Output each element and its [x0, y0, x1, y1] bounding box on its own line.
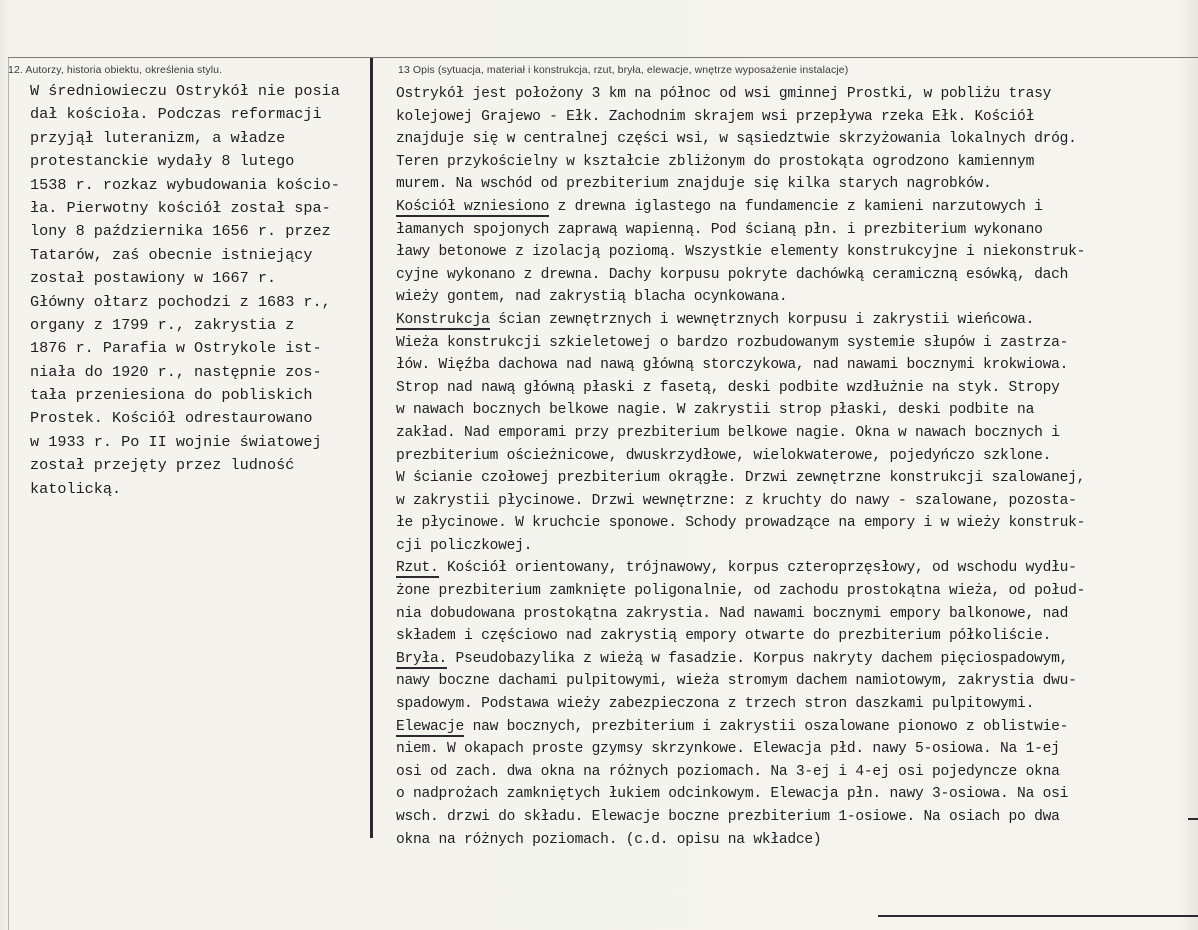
description-line: [396, 445, 1196, 468]
line-text: nawy boczne dachami pulpitowymi, wieża stromym dachem namiotowym, zakrystia dwu-: [396, 673, 1077, 690]
line-text: Wieża konstrukcji szkieletowej o bardzo rozbudowanym systemie słupów i zastrza-: [396, 334, 1069, 351]
line-text: łe płycinowe. W kruchcie sponowe. Schody prowadzące na empory i w wieży konstruk-: [396, 515, 1086, 532]
history-line: 1538 r. rozkaz wybudowania kościo-: [30, 175, 340, 194]
history-line: Tatarów, zaś obecnie istniejący: [30, 245, 313, 264]
description-line: [396, 173, 1196, 196]
description-line: [396, 738, 1196, 761]
history-line: niała do 1920 r., następnie zos-: [30, 362, 322, 381]
section-12-header: 12. Autorzy, historia obiektu, określenia stylu.: [8, 64, 223, 76]
history-line: organy z 1799 r., zakrystia z: [30, 315, 295, 334]
history-line: katolicką.: [30, 479, 122, 498]
description-line: [396, 83, 1196, 106]
description-line: [396, 264, 1196, 287]
line-text: Kościół orientowany, trójnawowy, korpus czteroprzęsłowy, od wschodu wydłu-: [438, 560, 1077, 577]
description-line: [396, 128, 1196, 151]
description-line: [396, 286, 1196, 309]
line-text: łamanych spojonych zaprawą wapienną. Pod ścianą płn. i prezbiterium wykonano: [396, 221, 1043, 238]
description-line: [396, 829, 1196, 852]
line-text: nia dobudowana prostokątna zakrystia. Nad nawami bocznymi empory balkonowe, nad: [396, 605, 1069, 622]
line-text: w nawach bocznych belkowe nagie. W zakrystii strop płaski, deski podbite na: [396, 402, 1035, 419]
line-text: okna na różnych poziomach. (c.d. opisu na wkładce): [396, 831, 822, 848]
description-line: [396, 603, 1196, 626]
description-line: [396, 467, 1196, 490]
description-line: [396, 196, 1196, 219]
description-line: [396, 377, 1196, 400]
description-line: [396, 670, 1196, 693]
description-line: [396, 716, 1196, 739]
line-text: o nadprożach zamkniętych łukiem odcinkowym. Elewacja płn. nawy 3-osiowa. Na osi: [396, 786, 1069, 803]
line-text: Pseudobazylika z wieżą w fasadzie. Korpus nakryty dachem pięciospadowym,: [447, 650, 1069, 667]
description-line: [396, 535, 1196, 558]
section-lead: Elewacje: [396, 718, 465, 735]
line-text: ławy betonowe z izolacją poziomą. Wszystkie elementy konstrukcyjne i niekonstruk-: [396, 244, 1086, 261]
section-lead: Kościół wzniesiono: [396, 198, 550, 215]
line-text: kolejowej Grajewo - Ełk. Zachodnim skrajem wsi przepływa rzeka Ełk. Kościół: [396, 108, 1035, 125]
line-text: prezbiterium ościeżnicowe, dwuskrzydłowe, wielokwaterowe, pojedyńczo szklone.: [396, 447, 1052, 464]
line-text: żone prezbiterium zamknięte poligonalnie, od zachodu prostokątna wieża, od połud-: [396, 583, 1086, 600]
history-line: został postawiony w 1667 r.: [30, 269, 277, 288]
history-line: 1876 r. Parafia w Ostrykole ist-: [30, 339, 322, 358]
line-text: Teren przykościelny w kształcie zbliżonym do prostokąta ogrodzono kamiennym: [396, 153, 1035, 170]
line-text: spadowym. Podstawa wieży zabezpieczona z trzech stron daszkami pulpitowymi.: [396, 696, 1035, 713]
line-text: W ścianie czołowej prezbiterium okrągłe. Drzwi zewnętrzne konstrukcji szalowanej,: [396, 470, 1086, 487]
history-line: W średniowieczu Ostrykół nie posia: [30, 82, 340, 100]
history-line: ła. Pierwotny kościół został spa-: [30, 198, 331, 217]
description-line: [396, 783, 1196, 806]
description-text: [396, 83, 1196, 851]
description-line: [396, 354, 1196, 377]
line-text: Ostrykół jest położony 3 km na północ od wsi gminnej Prostki, w pobliżu trasy: [396, 86, 1052, 102]
line-text: wieży gontem, nad zakrystią blacha ocynkowana.: [396, 289, 788, 306]
description-line: [396, 399, 1196, 422]
bottom-rule: [878, 915, 1198, 917]
section-lead: Rzut.: [396, 560, 439, 577]
column-divider: [370, 58, 373, 838]
line-text: naw bocznych, prezbiterium i zakrystii oszalowane pionowo z oblistwie-: [464, 718, 1069, 735]
section-13-header: 13 Opis (sytuacja, materiał i konstrukcja, rzut, bryła, elewacje, wnętrze wyposażenie instalacje): [398, 64, 849, 76]
section-lead: Konstrukcja: [396, 311, 490, 328]
description-line: [396, 106, 1196, 129]
history-line: przyjął luteranizm, a władze: [30, 128, 286, 147]
top-rule: [8, 57, 1198, 58]
line-text: łów. Więźba dachowa nad nawą główną storczykowa, nad nawami bocznymi krokwiowa.: [396, 357, 1069, 374]
history-line: protestanckie wydały 8 lutego: [30, 152, 295, 171]
description-line: [396, 422, 1196, 445]
section-lead: Bryła.: [396, 650, 448, 667]
description-line: [396, 625, 1196, 648]
history-line: lony 8 października 1656 r. przez: [30, 222, 331, 241]
line-text: zakład. Nad emporami przy prezbiterium belkowe nagie. Okna w nawach bocznych i: [396, 424, 1060, 441]
history-line: tała przeniesiona do pobliskich: [30, 386, 313, 405]
line-text: niem. W okapach proste gzymsy skrzynkowe. Elewacja płd. nawy 5-osiowa. Na 1-ej: [396, 741, 1060, 758]
line-text: osi od zach. dwa okna na różnych poziomach. Na 3-ej i 4-ej osi pojedyncze okna: [396, 763, 1060, 780]
description-line: [396, 241, 1196, 264]
history-line: został przejęty przez ludność: [30, 456, 295, 475]
line-text: składem i częściowo nad zakrystią empory otwarte do prezbiterium półkoliście.: [396, 628, 1052, 645]
description-line: [396, 580, 1196, 603]
line-text: ścian zewnętrznych i wewnętrznych korpusu i zakrystii wieńcowa.: [489, 311, 1035, 328]
description-line: [396, 309, 1196, 332]
history-line: w 1933 r. Po II wojnie światowej: [30, 432, 322, 451]
description-line: [396, 761, 1196, 784]
line-text: znajduje się w centralnej części wsi, w sąsiedztwie skrzyżowania lokalnych dróg.: [396, 131, 1077, 148]
history-line: Główny ołtarz pochodzi z 1683 r.,: [30, 292, 331, 311]
line-text: Strop nad nawą główną płaski z fasetą, deski podbite wzdłużnie na styk. Stropy: [396, 379, 1060, 396]
line-text: cyjne wykonano z drewna. Dachy korpusu pokryte dachówką ceramiczną esówką, dach: [396, 266, 1069, 283]
line-text: w zakrystii płycinowe. Drzwi wewnętrzne: z kruchty do nawy - szalowane, pozosta-: [396, 492, 1077, 509]
left-edge: [8, 58, 9, 930]
description-line: [396, 693, 1196, 716]
description-line: [396, 151, 1196, 174]
description-line: [396, 648, 1196, 671]
history-text: [30, 80, 370, 501]
description-line: [396, 219, 1196, 242]
description-line: [396, 332, 1196, 355]
description-line: [396, 512, 1196, 535]
description-line: [396, 806, 1196, 829]
line-text: cji policzkowej.: [396, 537, 533, 554]
history-line: Prostek. Kościół odrestaurowano: [30, 409, 313, 428]
description-line: [396, 490, 1196, 513]
line-text: wsch. drzwi do składu. Elewacje boczne prezbiterium 1-osiowe. Na osiach po dwa: [396, 809, 1060, 825]
line-text: murem. Na wschód od prezbiterium znajduje się kilka starych nagrobków.: [396, 176, 992, 193]
history-line: dał kościoła. Podczas reformacji: [30, 105, 322, 124]
description-line: [396, 557, 1196, 580]
line-text: z drewna iglastego na fundamencie z kamieni narzutowych i: [549, 198, 1043, 215]
